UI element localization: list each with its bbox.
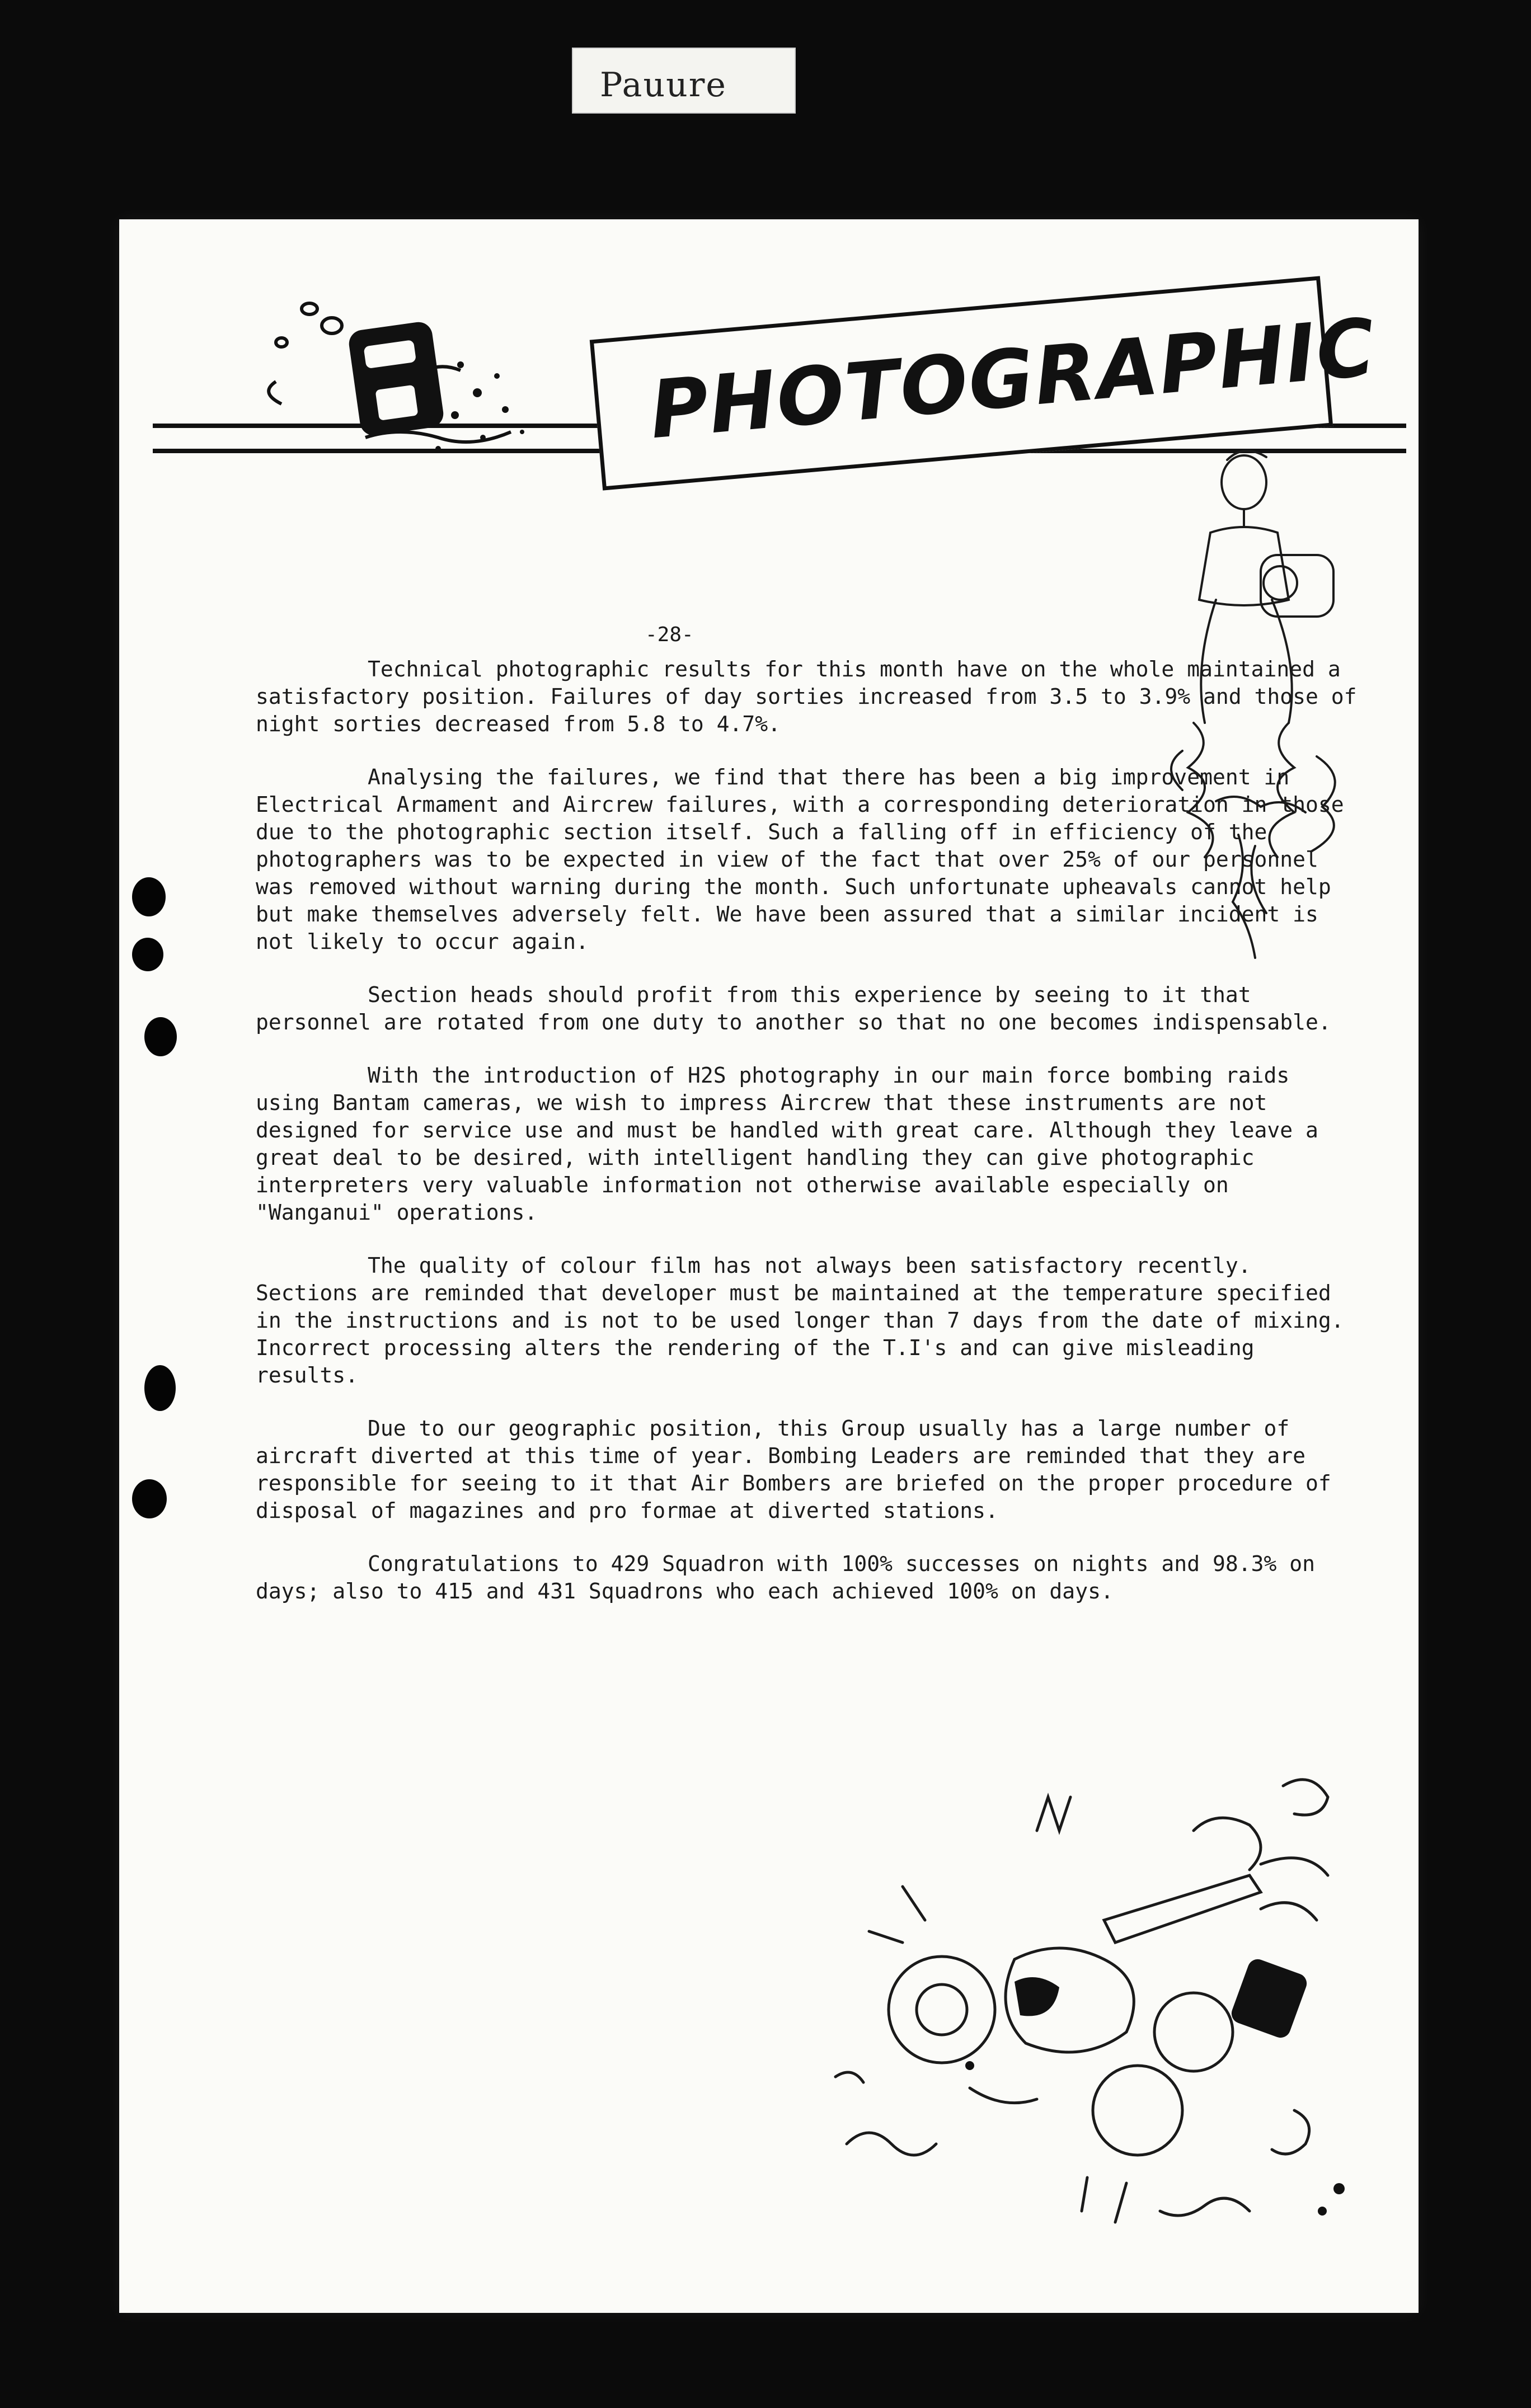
paragraph-diverted-aircraft: Due to our geographic position, this Group usually has a large number of aircraft diverted at this time of year. Bombing Leaders are reminded that they are responsible for seeing to it that Air Bombers are briefed on the proper procedure of disposal of magazines and pro formae at diverted stations. <box>256 1416 1331 1523</box>
paragraph-section-heads: Section heads should profit from this experience by seeing to it that personnel are rotated from one duty to another so that no one becomes indispensable. <box>256 982 1331 1034</box>
paragraph-failure-analysis: Analysing the failures, we find that there has been a big improvement in Electrical Armament and Aircrew failures, with a corresponding deterioration in those due to the photographic section itself. Such a falling off in efficiency of the photographers was to be expected in view of the fact that over 25% of our personnel was removed without warning during the month. Such unfortunate upheavals cannot help but make themselves adversely felt. We have been assured that a similar incident is not likely to occur again. <box>256 765 1344 954</box>
archive-label-text: Pauure <box>600 65 727 105</box>
punch-hole <box>132 877 166 916</box>
paragraph-colour-film: The quality of colour film has not always been satisfactory recently. Sections are reminded that developer must be maintained at the temperature specified in the instructions and is not to be used longer than 7 days from the date of mixing. Incorrect processing alters the rendering of the T.I's and can give misleading results. <box>256 1253 1344 1388</box>
paragraph-technical-results: Technical photographic results for this month have on the whole maintained a satisfactory position. Failures of day sorties increased from 3.5 to 3.9% and those of night sorties decreased from 5.8 to 4.7%. <box>256 657 1357 736</box>
punch-hole <box>132 938 163 971</box>
crash-illustration <box>802 1719 1406 2278</box>
section-title: PHOTOGRAPHIC <box>646 301 1380 457</box>
document-page <box>119 219 1419 2313</box>
page-number: -28- <box>645 623 694 646</box>
punch-hole <box>144 1017 177 1056</box>
punch-hole <box>132 1479 167 1518</box>
paragraph-h2s-photography: With the introduction of H2S photography in our main force bombing raids using Bantam cameras, we wish to impress Aircrew that these instruments are not designed for service use and must be handled with great care. Although they leave a great deal to be desired, with intelligent handling they can give photographic interpreters very valuable information not otherwise available especially on "Wanganui" operations. <box>256 1063 1318 1225</box>
archive-label-card <box>572 48 796 114</box>
punch-hole <box>144 1365 176 1411</box>
paragraph-congratulations: Congratulations to 429 Squadron with 100% successes on nights and 98.3% on days; also to 415 and 431 Squadrons who each achieved 100% on days. <box>256 1551 1315 1603</box>
camera-illustration <box>242 270 556 471</box>
article-body <box>256 656 1364 1631</box>
